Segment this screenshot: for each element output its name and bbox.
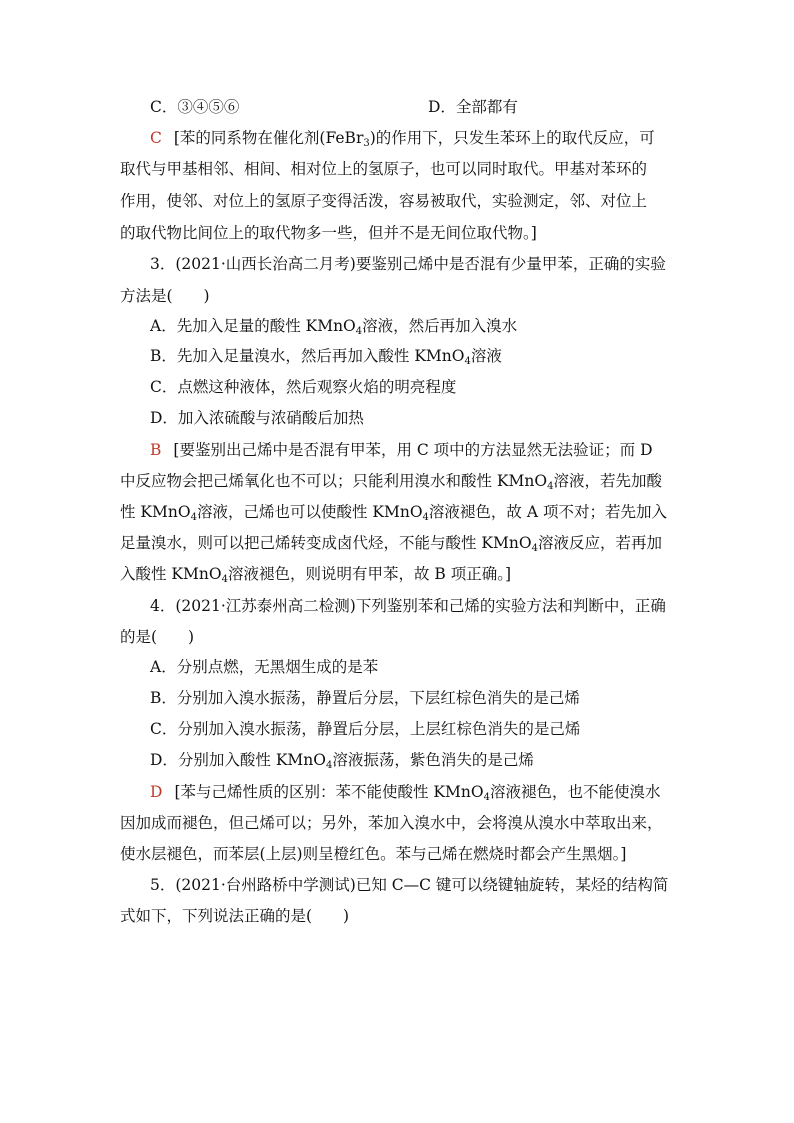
q4-explanation-line-1: D [苯与己烯性质的区别：苯不能使酸性 KMnO$_4$溶液褪色，也不能使溴水 (150, 783, 661, 803)
q3-explanation-line-1: B [要鉴别出己烯中是否混有甲苯，用 C 项中的方法显然无法验证；而 D (150, 441, 653, 459)
q4-stem-line-2: 的是( ) (120, 628, 195, 646)
q3-stem-line-1: 3．(2021·山西长治高二月考)要鉴别己烯中是否混有少量甲苯，正确的实验 (150, 255, 666, 273)
q4-stem-line-1: 4．(2021·江苏泰州高二检测)下列鉴别苯和己烯的实验方法和判断中，正确 (150, 597, 666, 615)
q5-stem-line-2: 式如下，下列说法正确的是( ) (120, 907, 350, 925)
q3-answer: B (150, 441, 162, 459)
q2-answer: C (150, 129, 162, 147)
q4-option-c: C．分别加入溴水振荡，静置后分层，上层红棕色消失的是己烯 (150, 720, 581, 738)
q2-explanation-line-4: 的取代物比间位上的取代物多一些，但并不是无间位取代物。] (120, 224, 537, 242)
q3-option-c: C．点燃这种液体，然后观察火焰的明亮程度 (150, 378, 457, 396)
q5-stem-line-1: 5．(2021·台州路桥中学测试)已知 C—C 键可以绕键轴旋转，某烃的结构简 (150, 876, 669, 894)
q2-explanation-line-1: C [苯的同系物在催化剂(FeBr$_3$)的作用下，只发生苯环上的取代反应，可 (150, 129, 655, 149)
q2-explanation-line-2: 取代与甲基相邻、相间、相对位上的氢原子，也可以同时取代。甲基对苯环的 (120, 160, 648, 178)
q2-option-c: C．③④⑤⑥ (150, 98, 240, 116)
q3-option-d: D．加入浓硫酸与浓硝酸后加热 (150, 409, 364, 427)
q4-option-d: D．分别加入酸性 KMnO$_4$溶液振荡，紫色消失的是己烯 (150, 751, 534, 771)
q4-answer: D (150, 783, 163, 801)
q3-explanation-line-4: 足量溴水，则可以把己烯转变成卤代烃，不能与酸性 KMnO$_4$溶液反应，若再加 (120, 534, 662, 554)
q4-option-b: B．分别加入溴水振荡，静置后分层，下层红棕色消失的是己烯 (150, 689, 580, 707)
q3-option-a: A．先加入足量的酸性 KMnO$_4$溶液，然后再加入溴水 (150, 317, 518, 337)
q2-options-row (150, 97, 710, 117)
q4-explanation-line-2: 因加成而褪色，但己烯可以；另外，苯加入溴水中，会将溴从溴水中萃取出来， (120, 814, 663, 832)
q3-explanation-line-2: 中反应物会把己烯氧化也不可以；只能利用溴水和酸性 KMnO$_4$溶液，若先加酸 (120, 472, 662, 492)
q4-option-a: A．分别点燃，无黑烟生成的是苯 (150, 658, 379, 676)
q2-option-d: D．全部都有 (428, 98, 518, 116)
q3-option-b: B．先加入足量溴水，然后再加入酸性 KMnO$_4$溶液 (150, 347, 502, 367)
q4-explanation-line-3: 使水层褪色，而苯层(上层)则呈橙红色。苯与己烯在燃烧时都会产生黑烟。] (120, 845, 627, 863)
q3-stem-line-2: 方法是( ) (120, 287, 210, 305)
q3-explanation-line-5: 入酸性 KMnO$_4$溶液褪色，则说明有甲苯，故 B 项正确。] (120, 565, 511, 585)
q3-explanation-line-3: 性 KMnO$_4$溶液，己烯也可以使酸性 KMnO$_4$溶液褪色，故 A 项不对；若先加入 (120, 503, 667, 523)
q2-explanation-line-3: 作用，使邻、对位上的氢原子变得活泼，容易被取代，实验测定，邻、对位上 (120, 192, 648, 210)
